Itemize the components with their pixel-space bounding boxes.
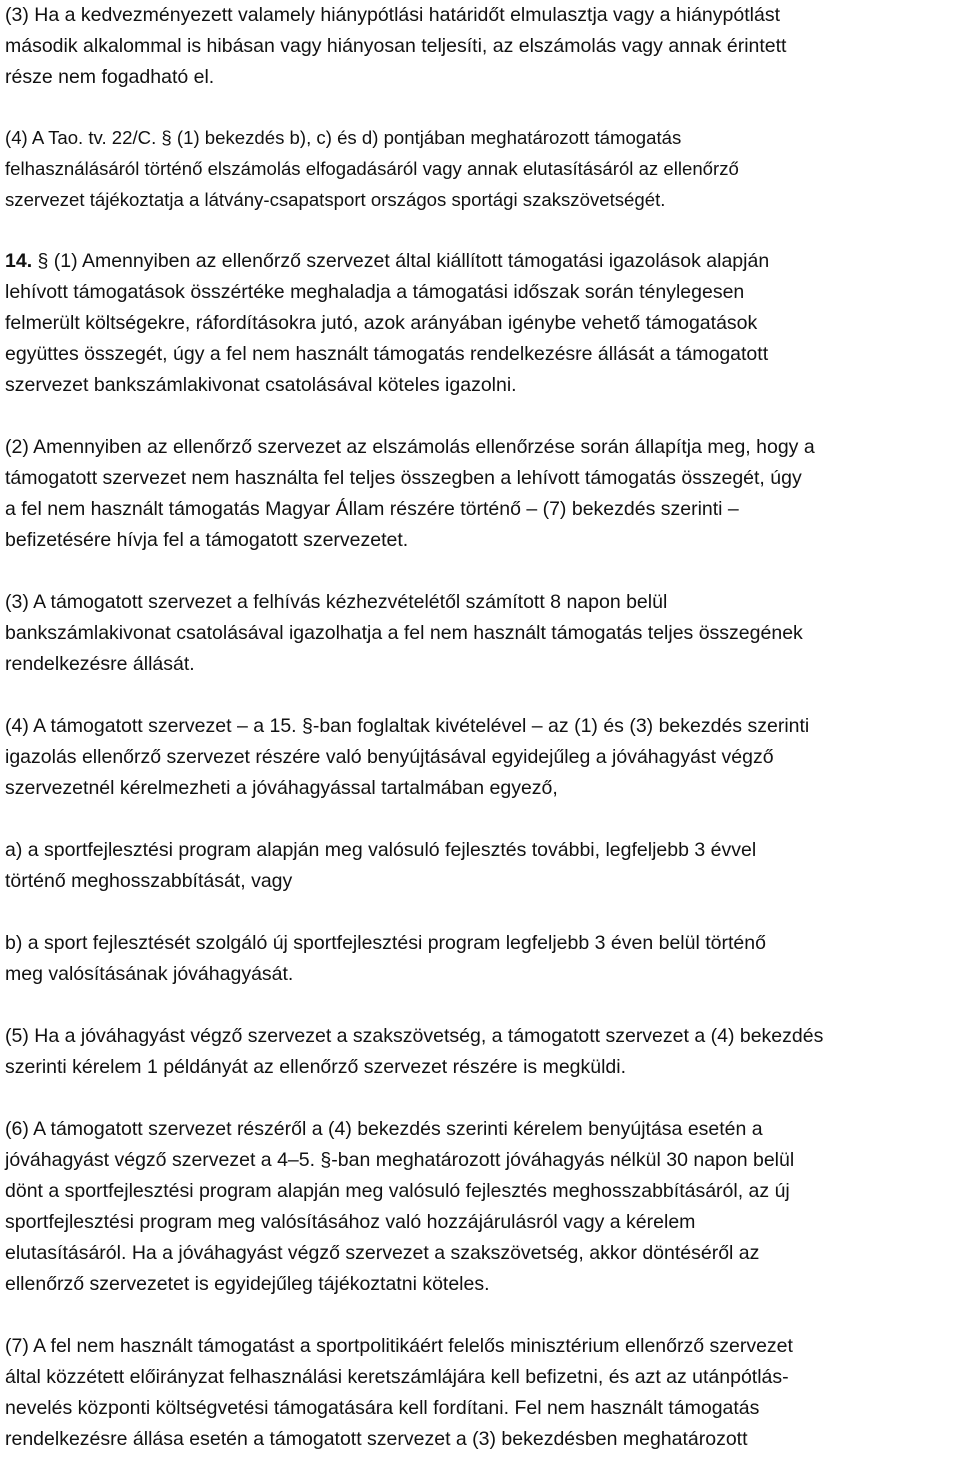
paragraph-13-3 [5,0,957,93]
text-line: jóváhagyást végző szervezet a 4–5. §-ban meghatározott jóváhagyás nélkül 30 napon belül [5,1149,795,1171]
paragraph-14-2 [5,432,957,556]
text-line: (5) Ha a jóváhagyást végző szervezet a szakszövetség, a támogatott szervezet a (4) bekezdés [5,1025,824,1047]
paragraph-14-6 [5,1114,957,1300]
text-line: része nem fogadható el. [5,66,215,88]
text-line: lehívott támogatások összértéke meghaladja a támogatási időszak során ténylegesen [5,281,745,303]
document-page [5,0,957,1455]
paragraph-13-4 [5,122,957,215]
paragraph-14-7 [5,1331,957,1455]
text-line: szervezetnél kérelmezheti a jóváhagyással tartalmában egyező, [5,777,558,799]
text-line: felhasználásáról történő elszámolás elfogadásáról vagy annak elutasításáról az ellenőrző [5,158,739,179]
text-line: szervezet bankszámlakivonat csatolásával köteles igazolni. [5,374,517,396]
text-line: együttes összegét, úgy a fel nem használt támogatás rendelkezésre állását a támogatott [5,343,769,365]
text-line: dönt a sportfejlesztési program alapján meg valósuló fejlesztés meghosszabbításáról, az új [5,1180,790,1202]
text-line: történő meghosszabbítását, vagy [5,870,293,892]
text-line: a fel nem használt támogatás Magyar Állam részére történő – (7) bekezdés szerinti – [5,498,739,520]
text-line: igazolás ellenőrző szervezet részére való benyújtásával egyidejűleg a jóváhagyást végző [5,746,774,768]
text-line: rendelkezésre állását. [5,653,195,675]
text-line: elutasításáról. Ha a jóváhagyást végző szervezet a szakszövetség, akkor döntéséről az [5,1242,760,1264]
text-line: szerinti kérelem 1 példányát az ellenőrző szervezet részére is megküldi. [5,1056,627,1078]
section-number: 14. [5,250,33,272]
text-line: (3) A támogatott szervezet a felhívás kézhezvételétől számított 8 napon belül [5,591,668,613]
text-line: által közzétett előirányzat felhasználási keretszámlájára kell befizetni, és azt az utánpótlás- [5,1366,789,1388]
text-line: (4) A támogatott szervezet – a 15. §-ban foglaltak kivételével – az (1) és (3) bekezdés szerinti [5,715,810,737]
text-line: (4) A Tao. tv. 22/C. § (1) bekezdés b), c) és d) pontjában meghatározott támogatás [5,127,682,148]
text-span: § (1) Amennyiben az ellenőrző szervezet által kiállított támogatási igazolások alapján [32,250,770,272]
paragraph-14-4 [5,711,957,804]
paragraph-14-5 [5,1021,957,1083]
text-line: ellenőrző szervezetet is egyidejűleg tájékoztatni köteles. [5,1273,490,1295]
paragraph-14-1 [5,246,957,401]
text-line: (6) A támogatott szervezet részéről a (4) bekezdés szerinti kérelem benyújtása esetén a [5,1118,763,1140]
text-line: felmerült költségekre, ráfordításokra jutó, azok arányában igénybe vehető támogatások [5,312,758,334]
text-line: sportfejlesztési program meg valósításához való hozzájárulásról vagy a kérelem [5,1211,696,1233]
text-line: (2) Amennyiben az ellenőrző szervezet az elszámolás ellenőrzése során állapítja meg, hogy a [5,436,815,458]
paragraph-14-4-a [5,835,957,897]
text-line: b) a sport fejlesztését szolgáló új sportfejlesztési program legfeljebb 3 éven belül történő [5,932,766,954]
text-line: befizetésére hívja fel a támogatott szervezetet. [5,529,409,551]
text-line: rendelkezésre állása esetén a támogatott szervezet a (3) bekezdésben meghatározott [5,1428,748,1450]
text-line: nevelés központi költségvetési támogatására kell fordítani. Fel nem használt támogatás [5,1397,760,1419]
text-line: második alkalommal is hibásan vagy hiányosan teljesíti, az elszámolás vagy annak érintett [5,35,787,57]
paragraph-14-4-b [5,928,957,990]
text-line: támogatott szervezet nem használta fel teljes összegben a lehívott támogatás összegét, úgy [5,467,802,489]
text-line [5,246,957,277]
text-line: a) a sportfejlesztési program alapján meg valósuló fejlesztés további, legfeljebb 3 évvel [5,839,757,861]
text-line: szervezet tájékoztatja a látvány-csapatsport országos sportági szakszövetségét. [5,189,666,210]
text-line: (7) A fel nem használt támogatást a sportpolitikáért felelős minisztérium ellenőrző szervezet [5,1335,793,1357]
paragraph-14-3 [5,587,957,680]
text-line: (3) Ha a kedvezményezett valamely hiánypótlási határidőt elmulasztja vagy a hiánypótlást [5,4,780,26]
text-line: bankszámlakivonat csatolásával igazolhatja a fel nem használt támogatás teljes összegének [5,622,803,644]
text-line: meg valósításának jóváhagyását. [5,963,294,985]
